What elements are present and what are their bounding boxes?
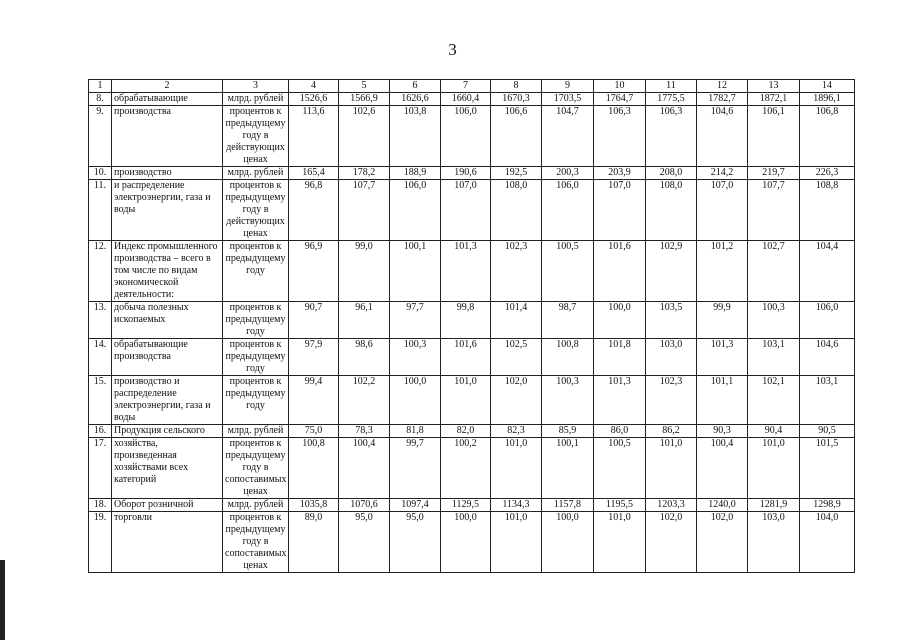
unit-cell: млрд. рублей	[223, 167, 289, 180]
value-cell: 1157,8	[542, 499, 594, 512]
value-cell: 96,1	[339, 302, 390, 339]
value-cell: 101,0	[441, 376, 491, 425]
value-cell: 103,8	[390, 106, 441, 167]
column-number-cell: 6	[390, 80, 441, 93]
value-cell: 101,5	[800, 438, 855, 499]
value-cell: 96,9	[289, 241, 339, 302]
unit-cell: процентов к предыдущему году в сопоставимых ценах	[223, 512, 289, 573]
table-row	[89, 167, 855, 180]
column-number-cell: 3	[223, 80, 289, 93]
indicator-name-cell: добыча полезных ископаемых	[112, 302, 223, 339]
column-number-cell: 11	[646, 80, 697, 93]
value-cell: 100,0	[441, 512, 491, 573]
unit-cell: процентов к предыдущему году	[223, 376, 289, 425]
value-cell: 104,6	[697, 106, 748, 167]
value-cell: 102,0	[697, 512, 748, 573]
value-cell: 106,6	[491, 106, 542, 167]
value-cell: 106,8	[800, 106, 855, 167]
row-number-cell: 18.	[89, 499, 112, 512]
value-cell: 102,0	[646, 512, 697, 573]
value-cell: 101,0	[594, 512, 646, 573]
value-cell: 98,6	[339, 339, 390, 376]
value-cell: 99,0	[339, 241, 390, 302]
column-number-cell: 7	[441, 80, 491, 93]
column-number-cell: 10	[594, 80, 646, 93]
value-cell: 100,3	[542, 376, 594, 425]
value-cell: 106,0	[441, 106, 491, 167]
value-cell: 100,0	[542, 512, 594, 573]
value-cell: 107,0	[441, 180, 491, 241]
value-cell: 1896,1	[800, 93, 855, 106]
value-cell: 101,6	[441, 339, 491, 376]
value-cell: 1298,9	[800, 499, 855, 512]
indicator-name-cell: хозяйства, произведенная хозяйствами всех категорий	[112, 438, 223, 499]
unit-cell: процентов к предыдущему году	[223, 339, 289, 376]
value-cell: 106,3	[594, 106, 646, 167]
value-cell: 1703,5	[542, 93, 594, 106]
value-cell: 96,8	[289, 180, 339, 241]
unit-cell: процентов к предыдущему году	[223, 302, 289, 339]
value-cell: 1281,9	[748, 499, 800, 512]
value-cell: 106,1	[748, 106, 800, 167]
value-cell: 89,0	[289, 512, 339, 573]
table-row	[89, 241, 855, 302]
value-cell: 101,1	[697, 376, 748, 425]
row-number-cell: 19.	[89, 512, 112, 573]
value-cell: 101,6	[594, 241, 646, 302]
value-cell: 107,0	[697, 180, 748, 241]
value-cell: 106,0	[542, 180, 594, 241]
row-number-cell: 12.	[89, 241, 112, 302]
value-cell: 95,0	[390, 512, 441, 573]
value-cell: 90,4	[748, 425, 800, 438]
value-cell: 99,8	[441, 302, 491, 339]
value-cell: 102,2	[339, 376, 390, 425]
unit-cell: процентов к предыдущему году в сопоставимых ценах	[223, 438, 289, 499]
value-cell: 219,7	[748, 167, 800, 180]
value-cell: 1070,6	[339, 499, 390, 512]
value-cell: 101,2	[697, 241, 748, 302]
table-row	[89, 106, 855, 167]
value-cell: 104,6	[800, 339, 855, 376]
page-number: 3	[448, 40, 457, 59]
value-cell: 104,7	[542, 106, 594, 167]
table-row	[89, 512, 855, 573]
indicator-name-cell: обрабатывающие	[112, 93, 223, 106]
value-cell: 104,0	[800, 512, 855, 573]
value-cell: 203,9	[594, 167, 646, 180]
value-cell: 108,0	[491, 180, 542, 241]
value-cell: 101,3	[697, 339, 748, 376]
row-number-cell: 17.	[89, 438, 112, 499]
value-cell: 99,4	[289, 376, 339, 425]
value-cell: 100,8	[289, 438, 339, 499]
value-cell: 101,0	[748, 438, 800, 499]
table-row	[89, 438, 855, 499]
unit-cell: процентов к предыдущему году	[223, 241, 289, 302]
column-number-cell: 1	[89, 80, 112, 93]
value-cell: 1670,3	[491, 93, 542, 106]
column-number-row	[89, 80, 855, 93]
row-number-cell: 10.	[89, 167, 112, 180]
value-cell: 97,9	[289, 339, 339, 376]
row-number-cell: 8.	[89, 93, 112, 106]
value-cell: 99,7	[390, 438, 441, 499]
value-cell: 75,0	[289, 425, 339, 438]
indicator-name-cell: и распределение электроэнергии, газа и воды	[112, 180, 223, 241]
column-number-cell: 14	[800, 80, 855, 93]
value-cell: 1129,5	[441, 499, 491, 512]
indicator-name-cell: Индекс промышленного производства – всего в том числе по видам экономической деятельности:	[112, 241, 223, 302]
value-cell: 107,7	[748, 180, 800, 241]
value-cell: 113,6	[289, 106, 339, 167]
table-row	[89, 339, 855, 376]
value-cell: 165,4	[289, 167, 339, 180]
column-number-cell: 13	[748, 80, 800, 93]
value-cell: 100,1	[542, 438, 594, 499]
value-cell: 86,0	[594, 425, 646, 438]
value-cell: 106,0	[390, 180, 441, 241]
value-cell: 100,1	[390, 241, 441, 302]
column-number-cell: 4	[289, 80, 339, 93]
value-cell: 100,5	[594, 438, 646, 499]
value-cell: 188,9	[390, 167, 441, 180]
value-cell: 100,4	[339, 438, 390, 499]
table-row	[89, 180, 855, 241]
value-cell: 1626,6	[390, 93, 441, 106]
value-cell: 101,0	[646, 438, 697, 499]
value-cell: 100,2	[441, 438, 491, 499]
value-cell: 200,3	[542, 167, 594, 180]
value-cell: 1566,9	[339, 93, 390, 106]
value-cell: 102,9	[646, 241, 697, 302]
value-cell: 1526,6	[289, 93, 339, 106]
row-number-cell: 13.	[89, 302, 112, 339]
table-row	[89, 93, 855, 106]
row-number-cell: 11.	[89, 180, 112, 241]
value-cell: 103,0	[748, 512, 800, 573]
value-cell: 107,7	[339, 180, 390, 241]
indicator-name-cell: производство	[112, 167, 223, 180]
value-cell: 108,0	[646, 180, 697, 241]
row-number-cell: 14.	[89, 339, 112, 376]
column-number-cell: 5	[339, 80, 390, 93]
value-cell: 82,0	[441, 425, 491, 438]
value-cell: 102,3	[491, 241, 542, 302]
value-cell: 99,9	[697, 302, 748, 339]
value-cell: 82,3	[491, 425, 542, 438]
unit-cell: млрд. рублей	[223, 499, 289, 512]
column-number-cell: 9	[542, 80, 594, 93]
value-cell: 100,3	[748, 302, 800, 339]
value-cell: 102,3	[646, 376, 697, 425]
value-cell: 208,0	[646, 167, 697, 180]
value-cell: 1097,4	[390, 499, 441, 512]
value-cell: 100,0	[390, 376, 441, 425]
value-cell: 100,5	[542, 241, 594, 302]
value-cell: 1872,1	[748, 93, 800, 106]
scan-edge	[0, 560, 5, 640]
value-cell: 103,0	[646, 339, 697, 376]
unit-cell: процентов к предыдущему году в действующих ценах	[223, 106, 289, 167]
value-cell: 101,4	[491, 302, 542, 339]
value-cell: 106,0	[800, 302, 855, 339]
indicator-name-cell: Продукция сельского	[112, 425, 223, 438]
value-cell: 108,8	[800, 180, 855, 241]
value-cell: 103,1	[748, 339, 800, 376]
value-cell: 90,7	[289, 302, 339, 339]
value-cell: 1660,4	[441, 93, 491, 106]
value-cell: 90,5	[800, 425, 855, 438]
value-cell: 85,9	[542, 425, 594, 438]
value-cell: 102,7	[748, 241, 800, 302]
value-cell: 178,2	[339, 167, 390, 180]
value-cell: 101,0	[491, 512, 542, 573]
value-cell: 104,4	[800, 241, 855, 302]
value-cell: 100,0	[594, 302, 646, 339]
value-cell: 100,3	[390, 339, 441, 376]
table-row	[89, 499, 855, 512]
value-cell: 103,5	[646, 302, 697, 339]
value-cell: 1203,3	[646, 499, 697, 512]
column-number-cell: 12	[697, 80, 748, 93]
value-cell: 101,3	[441, 241, 491, 302]
indicator-name-cell: производство и распределение электроэнергии, газа и воды	[112, 376, 223, 425]
value-cell: 95,0	[339, 512, 390, 573]
value-cell: 226,3	[800, 167, 855, 180]
value-cell: 101,8	[594, 339, 646, 376]
value-cell: 97,7	[390, 302, 441, 339]
value-cell: 190,6	[441, 167, 491, 180]
indicator-name-cell: производства	[112, 106, 223, 167]
value-cell: 103,1	[800, 376, 855, 425]
value-cell: 192,5	[491, 167, 542, 180]
value-cell: 1134,3	[491, 499, 542, 512]
value-cell: 1782,7	[697, 93, 748, 106]
value-cell: 81,8	[390, 425, 441, 438]
value-cell: 102,6	[339, 106, 390, 167]
value-cell: 98,7	[542, 302, 594, 339]
value-cell: 214,2	[697, 167, 748, 180]
value-cell: 107,0	[594, 180, 646, 241]
value-cell: 78,3	[339, 425, 390, 438]
value-cell: 1240,0	[697, 499, 748, 512]
value-cell: 100,4	[697, 438, 748, 499]
value-cell: 102,0	[491, 376, 542, 425]
value-cell: 86,2	[646, 425, 697, 438]
table-row	[89, 302, 855, 339]
unit-cell: млрд. рублей	[223, 93, 289, 106]
table-row	[89, 376, 855, 425]
indicator-name-cell: Оборот розничной	[112, 499, 223, 512]
value-cell: 102,1	[748, 376, 800, 425]
indicators-table	[88, 79, 855, 573]
value-cell: 100,8	[542, 339, 594, 376]
column-number-cell: 2	[112, 80, 223, 93]
value-cell: 1775,5	[646, 93, 697, 106]
indicator-name-cell: обрабатывающие производства	[112, 339, 223, 376]
row-number-cell: 9.	[89, 106, 112, 167]
value-cell: 1035,8	[289, 499, 339, 512]
unit-cell: млрд. рублей	[223, 425, 289, 438]
value-cell: 1195,5	[594, 499, 646, 512]
column-number-cell: 8	[491, 80, 542, 93]
value-cell: 90,3	[697, 425, 748, 438]
row-number-cell: 16.	[89, 425, 112, 438]
table-row	[89, 425, 855, 438]
indicator-name-cell: торговли	[112, 512, 223, 573]
value-cell: 101,3	[594, 376, 646, 425]
unit-cell: процентов к предыдущему году в действующих ценах	[223, 180, 289, 241]
value-cell: 106,3	[646, 106, 697, 167]
value-cell: 1764,7	[594, 93, 646, 106]
value-cell: 102,5	[491, 339, 542, 376]
value-cell: 101,0	[491, 438, 542, 499]
row-number-cell: 15.	[89, 376, 112, 425]
table-body	[89, 80, 855, 573]
